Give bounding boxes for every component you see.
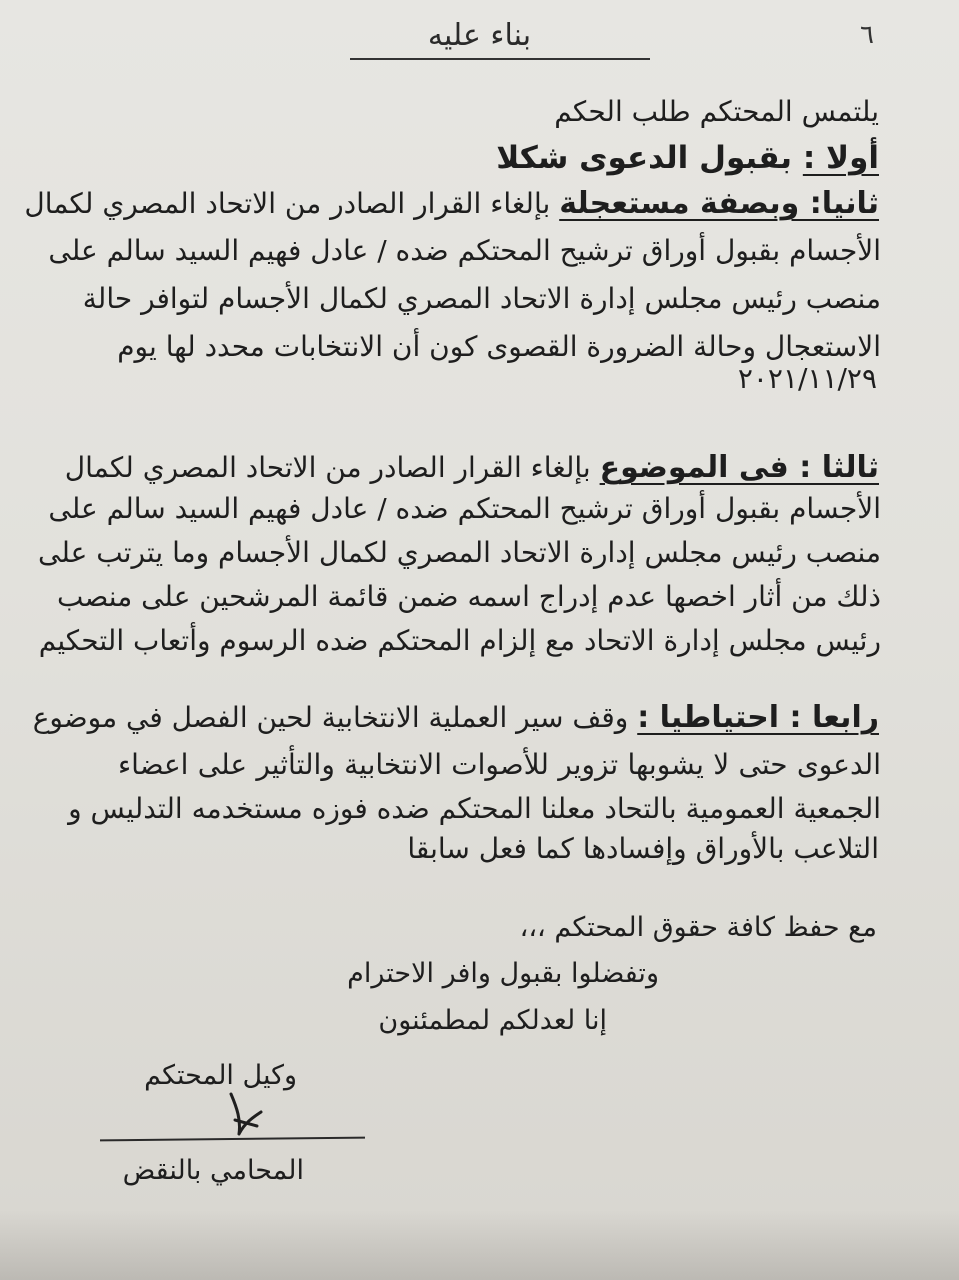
signature-agent: وكيل المحتكم	[144, 1060, 297, 1091]
page-number: ٦	[860, 20, 874, 50]
second-line-2: منصب رئيس مجلس إدارة الاتحاد المصري لكمال الأجسام لتوافر حالة	[82, 282, 881, 315]
first-request	[496, 140, 879, 176]
second-request-first-line	[24, 186, 879, 221]
third-line-0: بإلغاء القرار الصادر من الاتحاد المصري لكمال	[64, 451, 591, 484]
second-line-0: بإلغاء القرار الصادر من الاتحاد المصري لكمال	[24, 187, 551, 220]
second-line-3: الاستعجال وحالة الضرورة القصوى كون أن الانتخابات محدد لها يوم	[117, 330, 881, 363]
closing-rights: مع حفظ كافة حقوق المحتكم ،،،	[519, 912, 877, 943]
first-text: بقبول الدعوى شكلا	[496, 140, 793, 176]
second-line-4: ٢٠٢١/١١/٢٩	[737, 362, 877, 395]
third-request-first-line	[65, 450, 879, 485]
third-line-1: الأجسام بقبول أوراق ترشيح المحتكم ضده / عادل فهيم السيد سالم على	[48, 492, 881, 525]
intro-line: يلتمس المحتكم طلب الحكم	[554, 95, 879, 128]
first-label: أولا :	[802, 140, 879, 176]
title-underline	[350, 58, 650, 60]
third-line-4: رئيس مجلس إدارة الاتحاد مع إلزام المحتكم ضده الرسوم وأتعاب التحكيم	[38, 624, 881, 657]
second-label: ثانيا: وبصفة مستعجلة	[559, 186, 879, 221]
closing-respect: وتفضلوا بقبول وافر الاحترام	[347, 958, 659, 989]
second-line-1: الأجسام بقبول أوراق ترشيح المحتكم ضده / عادل فهيم السيد سالم على	[48, 234, 881, 267]
third-line-2: منصب رئيس مجلس إدارة الاتحاد المصري لكمال الأجسام وما يترتب على	[37, 536, 881, 569]
fourth-request-first-line	[33, 700, 879, 735]
fourth-line-3: التلاعب بالأوراق وإفسادها كما فعل سابقا	[407, 832, 879, 865]
third-line-3: ذلك من أثار اخصها عدم إدراج اسمه ضمن قائمة المرشحين على منصب	[56, 580, 881, 613]
fourth-line-2: الجمعية العمومية بالتحاد معلنا المحتكم ضده فوزه مستخدمه التدليس و	[68, 792, 881, 825]
third-label: ثالثا : فى الموضوع	[599, 450, 879, 485]
fourth-label: رابعا : احتياطيا :	[637, 700, 879, 735]
page-bottom-shadow	[0, 1210, 959, 1280]
signature-lawyer: المحامي بالنقض	[122, 1155, 304, 1186]
closing-trust: إنا لعدلكم لمطمئنون	[378, 1005, 607, 1036]
fourth-line-0: وقف سير العملية الانتخابية لحين الفصل في موضوع	[32, 701, 629, 734]
signature-scribble	[225, 1090, 265, 1150]
fourth-line-1: الدعوى حتى لا يشوبها تزوير للأصوات الانتخابية والتأثير على اعضاء	[118, 748, 881, 781]
document-title: بناء عليه	[427, 18, 532, 53]
